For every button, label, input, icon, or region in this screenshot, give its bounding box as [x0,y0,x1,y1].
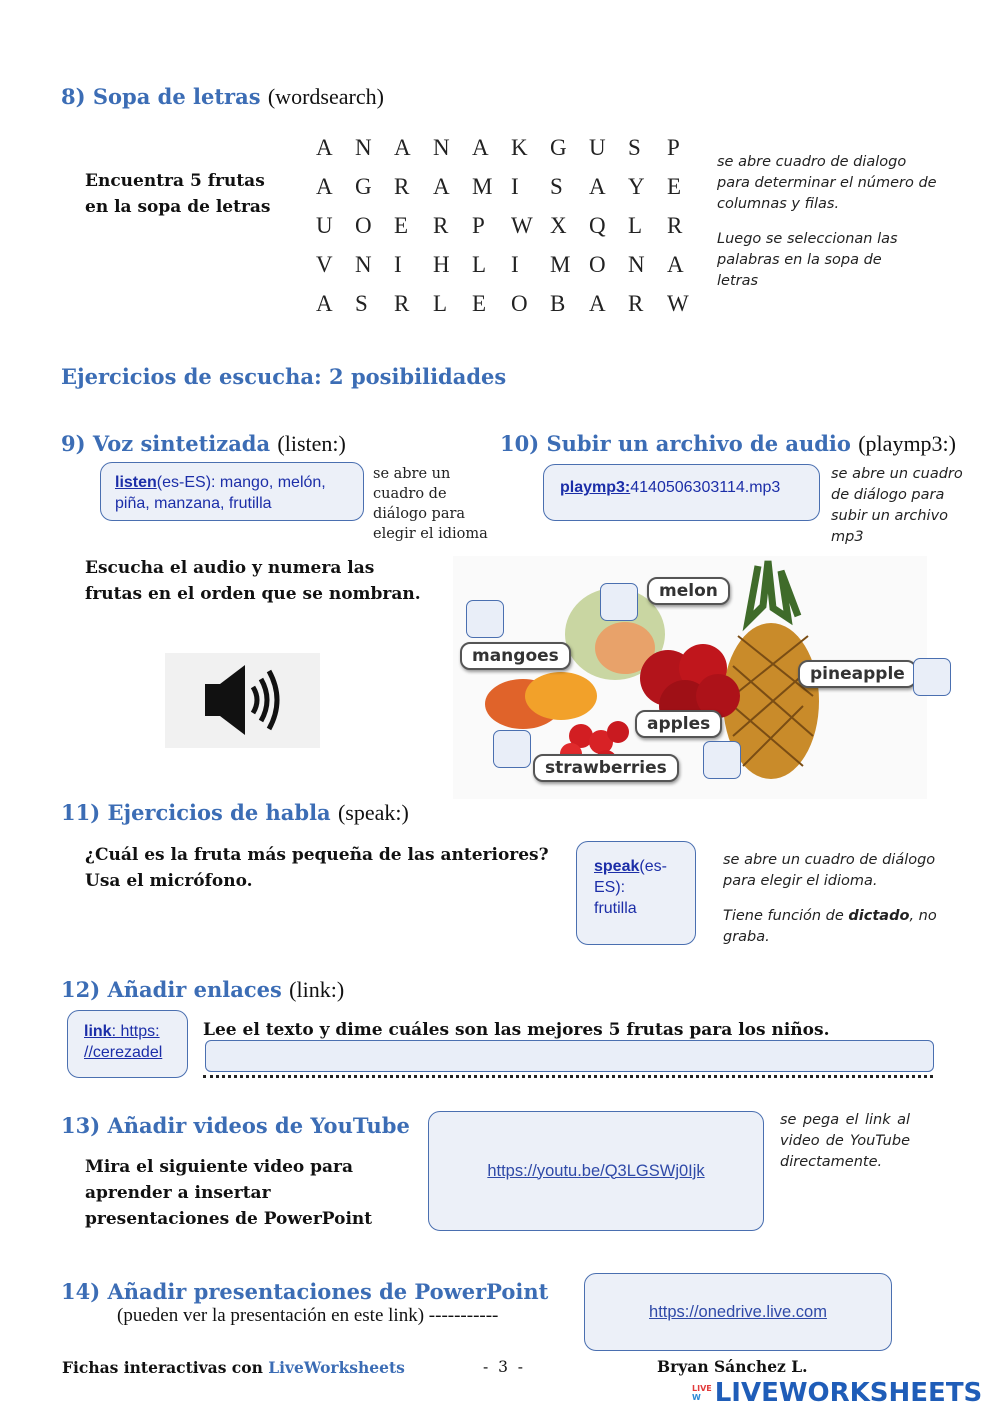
label-strawberries: strawberries [533,754,679,782]
grid-letter[interactable]: A [589,291,606,316]
grid-row [316,174,706,213]
grid-letter[interactable]: A [394,135,411,160]
grid-letter[interactable]: A [316,291,333,316]
grid-letter[interactable]: S [628,135,641,160]
label-pineapple: pineapple [798,660,917,688]
wordsearch-grid[interactable] [316,135,706,330]
grid-row [316,135,706,174]
grid-letter[interactable]: Q [589,213,606,238]
playmp3-command-box[interactable]: playmp3:4140506303114.mp3 [543,464,820,521]
onedrive-link[interactable]: https://onedrive.live.com [649,1302,827,1321]
answer-box-pineapple[interactable] [913,658,951,696]
label-mangoes: mangoes [460,642,571,670]
listening-heading: Ejercicios de escucha: 2 posibilidades [61,364,507,389]
grid-letter[interactable]: N [433,135,450,160]
answer-box-mangoes[interactable] [466,600,504,638]
grid-letter[interactable]: E [667,174,682,199]
grid-letter[interactable]: A [472,135,489,160]
author: Bryan Sánchez L. [657,1357,808,1376]
footer-left: Fichas interactivas con LiveWorksheets [62,1358,405,1377]
section8-note2: Luego se seleccionan las palabras en la sopa de letras [717,231,898,289]
grid-letter[interactable]: S [550,174,563,199]
section13-heading: 13) Añadir videos de YouTube [61,1113,410,1138]
grid-row [316,291,706,330]
section9-instruction: Escucha el audio y numera las frutas en el orden que se nombran. [85,558,421,604]
youtube-video-box[interactable] [428,1111,764,1231]
grid-letter[interactable]: N [628,252,645,277]
audio-player[interactable] [165,653,320,748]
grid-letter[interactable]: M [550,252,571,277]
dotted-line [203,1075,933,1078]
speak-command-box[interactable]: speak(es- ES): frutilla [576,841,696,945]
section8-note1: se abre cuadro de dialogo para determinar el número de columnas y filas. [717,154,937,212]
section12-instruction: Lee el texto y dime cuáles son las mejores 5 frutas para los niños. [203,1020,830,1040]
grid-letter[interactable]: K [511,135,528,160]
liveworksheets-logo: LIVE W LIVEWORKSHEETS [692,1378,983,1408]
grid-letter[interactable]: B [550,291,566,316]
grid-letter[interactable]: O [511,291,528,316]
grid-letter[interactable]: P [472,213,485,238]
grid-letter[interactable]: W [511,213,533,238]
grid-letter[interactable]: A [316,174,333,199]
grid-letter[interactable]: N [355,252,372,277]
grid-letter[interactable]: R [433,213,449,238]
strawberry-shape-3 [607,721,629,743]
grid-letter[interactable]: Y [628,174,645,199]
grid-letter[interactable]: L [472,252,487,277]
powerpoint-box[interactable] [584,1273,892,1351]
youtube-link[interactable]: https://youtu.be/Q3LGSWj0Ijk [487,1161,705,1180]
grid-letter[interactable]: R [394,291,410,316]
grid-letter[interactable]: G [550,135,567,160]
grid-letter[interactable]: M [472,174,493,199]
grid-letter[interactable]: O [355,213,372,238]
grid-letter[interactable]: I [394,252,402,277]
grid-letter[interactable]: V [316,252,333,277]
section14-subtitle: (pueden ver la presentación en este link) ----------- [117,1305,499,1326]
answer-box-apples[interactable] [703,741,741,779]
section10-note: se abre un cuadro de diálogo para subir un archivo mp3 [831,466,963,545]
section10-heading: 10) Subir un archivo de audio (playmp3:) [500,431,956,456]
grid-letter[interactable]: A [433,174,450,199]
section11-note2: Tiene función de dictado, no graba. [723,908,937,945]
link-command-box[interactable]: link: https: //cerezadel [67,1010,188,1078]
grid-letter[interactable]: L [433,291,448,316]
answer-text-input[interactable] [205,1040,934,1072]
grid-letter[interactable]: R [628,291,644,316]
label-melon: melon [647,577,730,605]
section9-heading: 9) Voz sintetizada (listen:) [61,431,346,456]
grid-letter[interactable]: S [355,291,368,316]
listen-command-box[interactable]: listen(es-ES): mango, melón, piña, manzana, frutilla [100,462,364,521]
grid-letter[interactable]: U [589,135,606,160]
grid-letter[interactable]: L [628,213,643,238]
grid-row [316,213,706,252]
grid-letter[interactable]: W [667,291,689,316]
grid-letter[interactable]: U [316,213,333,238]
grid-letter[interactable]: I [511,252,519,277]
section13-note: se pega el link al video de YouTube directamente. [780,1112,910,1170]
grid-letter[interactable]: H [433,252,450,277]
label-apples: apples [635,710,722,738]
answer-box-melon[interactable] [600,583,638,621]
answer-box-strawberries[interactable] [493,730,531,768]
speaker-icon [165,653,320,748]
section8-instruction: Encuentra 5 frutas en la sopa de letras [85,171,271,217]
grid-row [316,252,706,291]
grid-letter[interactable]: I [511,174,519,199]
grid-letter[interactable]: R [667,213,683,238]
grid-letter[interactable]: E [472,291,487,316]
logo-mark: LIVE W [692,1384,712,1402]
grid-letter[interactable]: A [667,252,684,277]
grid-letter[interactable]: A [316,135,333,160]
section9-note: se abre un cuadro de diálogo para elegir el idioma [373,466,488,542]
grid-letter[interactable]: P [667,135,680,160]
grid-letter[interactable]: X [550,213,567,238]
page-number: - 3 - [483,1358,524,1376]
grid-letter[interactable]: G [355,174,372,199]
section11-question: ¿Cuál es la fruta más pequeña de las anteriores? Usa el micrófono. [85,845,549,891]
section14-heading: 14) Añadir presentaciones de PowerPoint [61,1279,549,1304]
section8-heading: 8) Sopa de letras (wordsearch) [61,84,384,109]
grid-letter[interactable]: R [394,174,410,199]
section11-heading: 11) Ejercicios de habla (speak:) [61,800,409,825]
grid-letter[interactable]: E [394,213,409,238]
section13-instruction: Mira el siguiente video para aprender a insertar presentaciones de PowerPoint [85,1157,373,1229]
grid-letter[interactable]: A [589,174,606,199]
section12-heading: 12) Añadir enlaces (link:) [61,977,345,1002]
grid-letter[interactable]: O [589,252,606,277]
mango-shape-2 [525,672,597,720]
grid-letter[interactable]: N [355,135,372,160]
section11-note1: se abre un cuadro de diálogo para elegir el idioma. [723,852,936,889]
